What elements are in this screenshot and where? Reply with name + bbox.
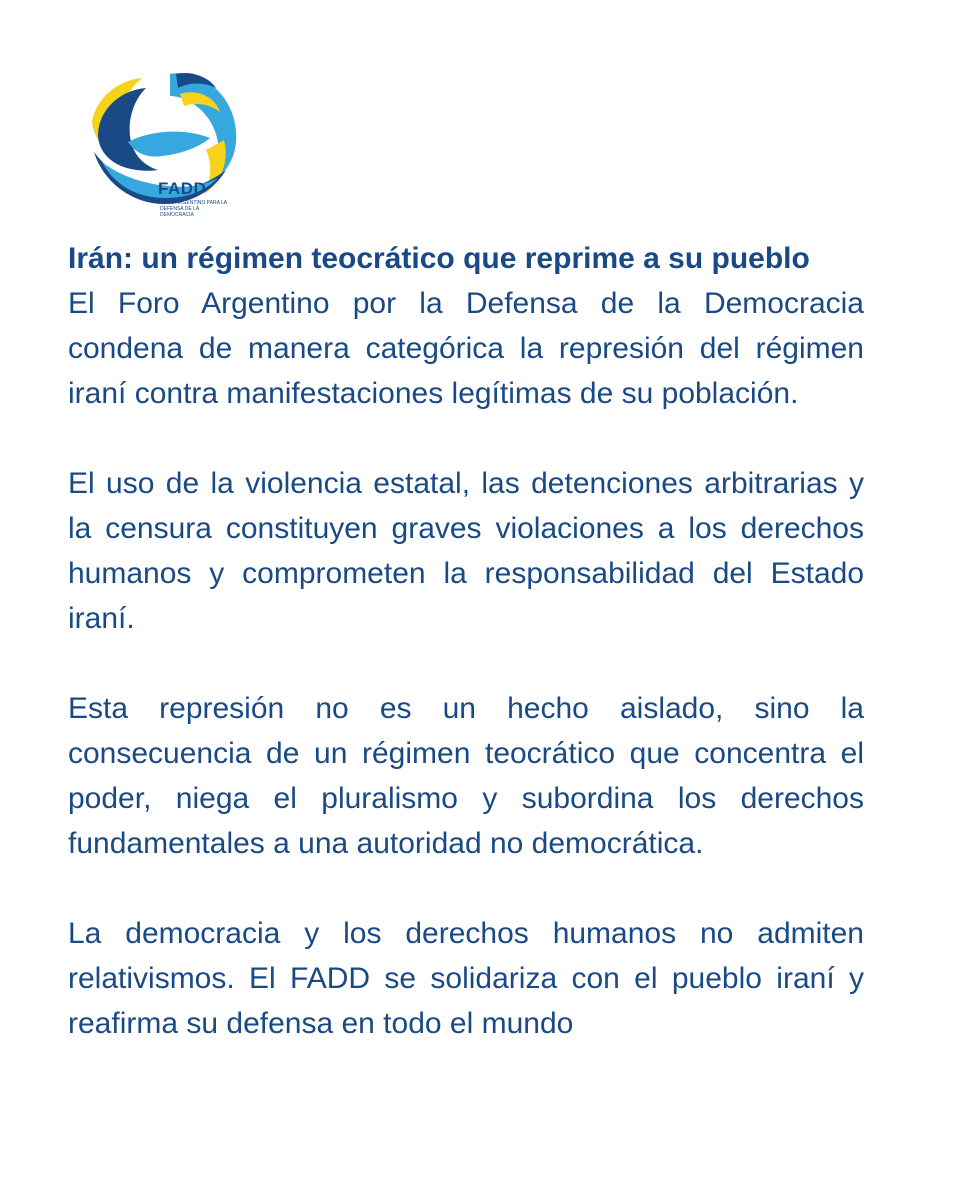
statement-title: Irán: un régimen teocrático que reprime a su pueblo: [68, 242, 810, 275]
logo-acronym: FADD: [158, 179, 207, 198]
logo-subtitle: FORO ARGENTINO PARA LA DEFENSA DE LA DEMOCRACIA: [160, 200, 227, 218]
fadd-logo: [88, 66, 240, 218]
statement-paragraph: El uso de la violencia estatal, las detenciones arbitrarias y la censura constituyen graves violaciones a los derechos humanos y comprometen la responsabilidad del Estado iraní.: [68, 467, 864, 635]
statement-paragraph: La democracia y los derechos humanos no admiten relativismos. El FADD se solidariza con el pueblo iraní y reafirma su defensa en todo el mundo: [68, 917, 864, 1040]
statement: [68, 236, 864, 1046]
statement-paragraph: El Foro Argentino por la Defensa de la Democracia condena de manera categórica la represión del régimen iraní contra manifestaciones legítimas de su población.: [68, 287, 864, 410]
statement-paragraph: Esta represión no es un hecho aislado, sino la consecuencia de un régimen teocrático que concentra el poder, niega el pluralismo y subordina los derechos fundamentales a una autoridad no democrática.: [68, 692, 864, 860]
